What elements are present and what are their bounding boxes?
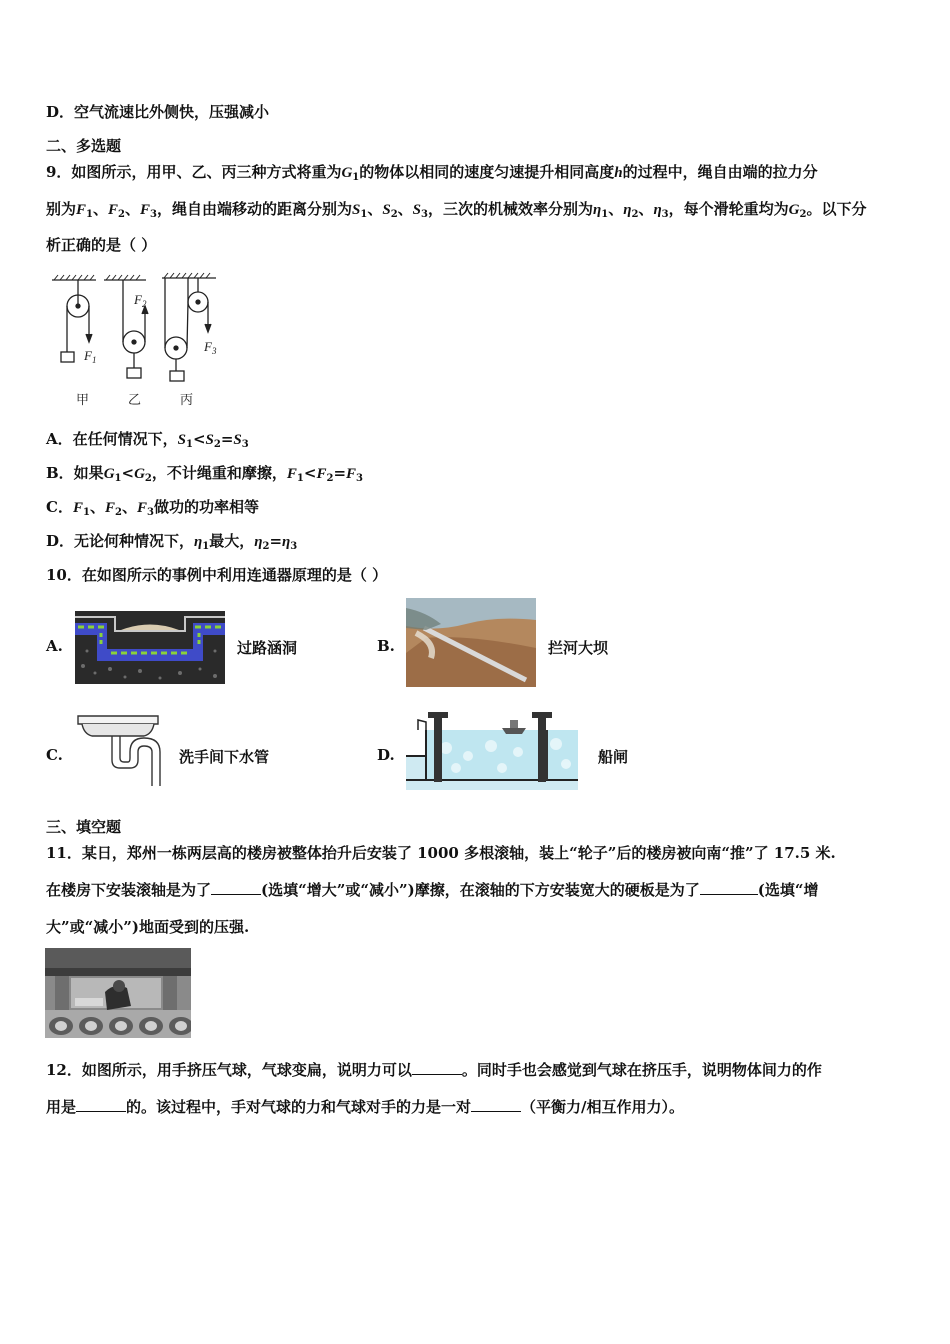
svg-text:F1 (83, 348, 96, 365)
q9-stem-line1: 9．如图所示，用甲、乙、丙三种方式将重为$G_1$的物体以相同的速度匀速提升相同高度h的过程中，绳自由端的拉力分 (46, 163, 818, 183)
q9-fig-f1-sub: 1 (91, 355, 97, 365)
q10-option-a-letter: A. (46, 637, 63, 655)
q10-stem: 10．在如图所示的事例中利用连通器原理的是（ ） (46, 566, 388, 584)
q9-fig-label-bing: 丙 (180, 393, 194, 408)
q10-option-b-letter: B. (377, 637, 395, 655)
q11-line3: 大”或“减小”)地面受到的压强. (46, 918, 250, 936)
svg-text:F2 (133, 292, 147, 309)
q10-option-a-caption: 过路涵洞 (237, 639, 298, 657)
svg-text:F3 (203, 339, 217, 356)
q9-option-a: A．在任何情况下，$S_1<S_2=S_3$ (46, 430, 249, 450)
q8-option-d: D．空气流速比外侧快，压强减小 (46, 103, 270, 121)
q9-stem-line2: 别为$F_1$、$F_2$、$F_3$，绳自由端移动的距离分别为$S_1$、$S_2$、$S_3$，三次的机械效率分别为$\eta_1$、$\eta_2$、$\eta_3$，每个滑轮重均为$G_2$。以下分 (46, 200, 867, 220)
q9-option-c: C．$F_1$、$F_2$、$F_3$做功的功率相等 (46, 498, 259, 518)
q10-culvert-image (75, 611, 225, 684)
q9-fig-f2-sub: 2 (141, 299, 147, 309)
q11-blank-1[interactable] (211, 880, 261, 895)
q10-dam-image (406, 598, 536, 687)
q9-stem-line3: 析正确的是（ ） (46, 236, 157, 254)
section-title-fill-in: 三、填空题 (46, 818, 122, 836)
q9-fig-f1-label: F (84, 348, 92, 363)
q11-building-rollers-photo (45, 948, 191, 1038)
q10-option-c-letter: C. (46, 746, 63, 764)
q12-line1: 12．如图所示，用手挤压气球，气球变扁，说明力可以 。同时手也会感觉到气球在挤压手，说明物体间力的作 (46, 1061, 822, 1079)
q11-line2: 在楼房下安装滚轴是为了 (选填“增大”或“减小”)摩擦，在滚轴的下方安装宽大的硬板是为了 (选填“增 (46, 881, 819, 899)
q9-fig-f3-sub: 3 (211, 346, 217, 356)
q12-blank-2[interactable] (76, 1097, 126, 1112)
q9-fig-f2-label: F (134, 292, 142, 307)
q9-pulley-figure (46, 270, 236, 415)
q12-line2: 用是 的。该过程中，手对气球的力和气球对手的力是一对 （平衡力/相互作用力）。 (46, 1098, 685, 1116)
section-title-multiple-choice: 二、多选题 (46, 137, 122, 155)
q10-sink-drain-image (76, 708, 176, 788)
q11-blank-2[interactable] (700, 880, 758, 895)
q10-ship-lock-image (406, 706, 578, 790)
q9-fig-label-yi: 乙 (128, 393, 142, 408)
q9-fig-f3-label: F (204, 339, 212, 354)
q12-blank-3[interactable] (471, 1097, 521, 1112)
q10-option-c-caption: 洗手间下水管 (179, 748, 270, 766)
q9-option-b: B．如果$G_1<G_2$，不计绳重和摩擦，$F_1<F_2=F_3$ (46, 464, 364, 484)
q10-option-d-caption: 船闸 (598, 748, 629, 766)
q10-option-b-caption: 拦河大坝 (548, 639, 609, 657)
q10-option-d-letter: D. (377, 746, 395, 764)
q9-fig-label-jia: 甲 (76, 393, 90, 408)
q12-blank-1[interactable] (412, 1060, 462, 1075)
q9-option-d: D．无论何种情况下，$\eta_1$最大，$\eta_2=\eta_3$ (46, 532, 298, 552)
q11-line1: 11．某日，郑州一栋两层高的楼房被整体抬升后安装了 1000 多根滚轴，装上“轮子”后的楼房被向南“推”了 17.5 米. (46, 844, 836, 862)
